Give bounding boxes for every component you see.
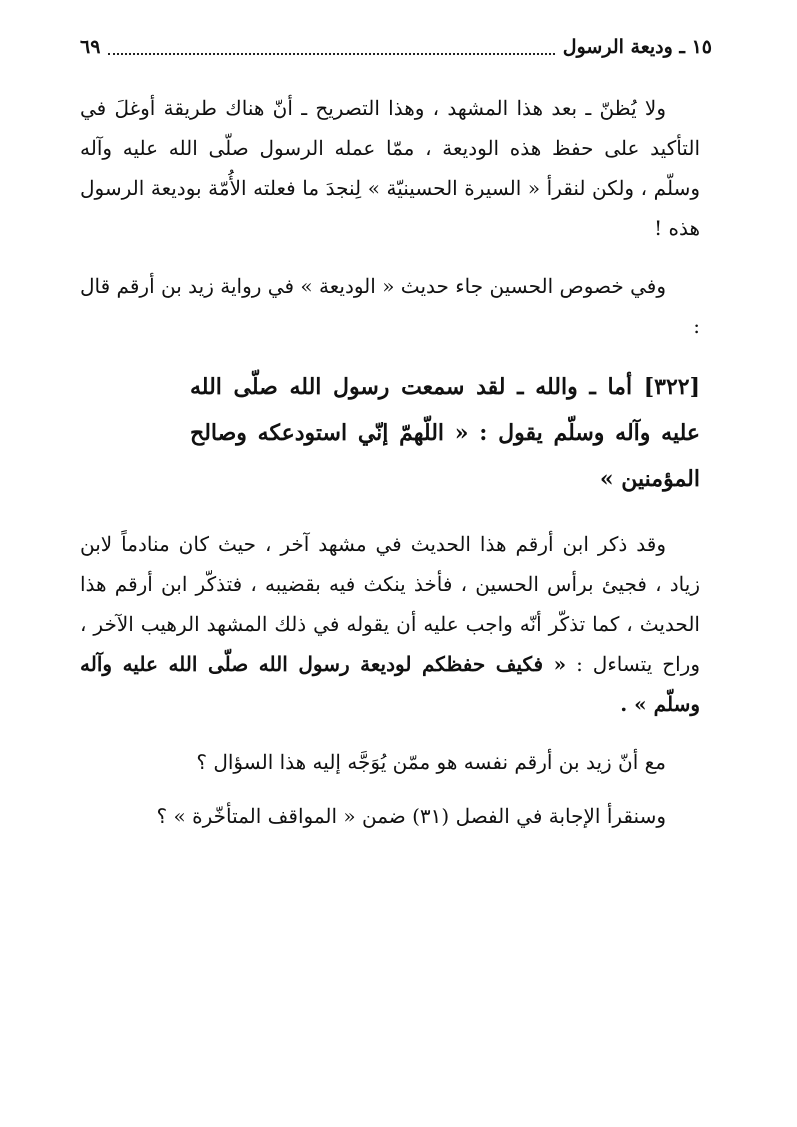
- paragraph-1: ولا يُظنّ ـ بعد هذا المشهد ، وهذا التصريح ـ أنّ هناك طريقة أوغلَ في التأكيد على حفظ هذه الوديعة ، ممّا عمله الرسول صلّى الله عليه وآله وسلّم ، ولكن لنقرأ « السيرة الحسينيّة » لِنجدَ ما فعلته الأُمّة بوديعة الرسول هذه !: [80, 96, 700, 240]
- running-header: [80, 30, 712, 64]
- paragraph-4: مع أنّ زيد بن أرقم نفسه هو ممّن يُوَجَّه إليه هذا السؤال ؟: [196, 750, 666, 774]
- paragraph-3-text: وقد ذكر ابن أرقم هذا الحديث في مشهد آخر ، حيث كان منادماً لابن زياد ، فجيئ برأس الحسين ، فأخذ ينكث فيه بقضيبه ، فتذكّر ابن أرقم هذا الحديث ، كما تذكّر أنّه واجب عليه أن يقوله في ذلك المشهد الرهيب الآخر ، وراح يتساءل :: [80, 532, 701, 676]
- chapter-title: ١٥ ـ وديعة الرسول: [562, 36, 712, 58]
- page-body: [80, 88, 700, 850]
- leader-dots: [108, 39, 554, 55]
- paragraph-3: [80, 524, 700, 724]
- paragraph-2: وفي خصوص الحسين جاء حديث « الوديعة » في رواية زيد بن أرقم قال :: [80, 274, 700, 338]
- hadith-quote: [٣٢٢] أما ـ والله ـ لقد سمعت رسول الله صلّى الله عليه وآله وسلّم يقول : « اللّهمّ إنّي استودعكه وصالح المؤمنين »: [190, 374, 700, 492]
- page-number: ٦٩: [80, 36, 101, 58]
- paragraph-3-bold-quote: « فكيف حفظكم لوديعة رسول الله صلّى الله عليه وآله وسلّم » .: [80, 652, 700, 716]
- paragraph-5: وسنقرأ الإجابة في الفصل (٣١) ضمن « المواقف المتأخّرة » ؟: [156, 804, 666, 828]
